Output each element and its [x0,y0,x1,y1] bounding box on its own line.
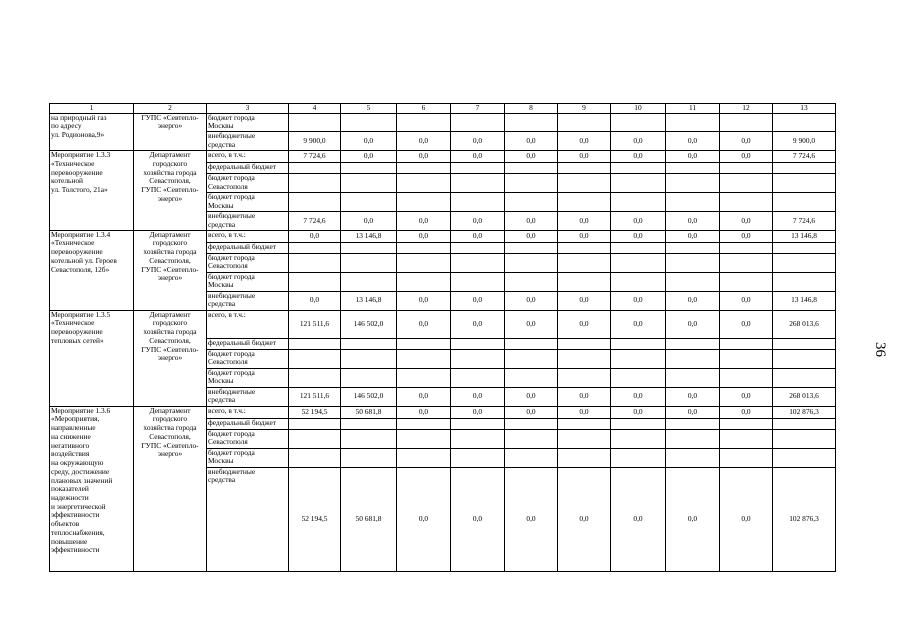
funding-source: бюджет города Севастополя [207,349,289,368]
value-cell: 268 013,6 [773,310,836,338]
value-cell: 0,0 [611,212,666,230]
value-cell [451,338,505,349]
header-cell: 5 [341,104,397,114]
value-cell [505,429,558,448]
value-cell: 268 013,6 [773,387,836,406]
value-cell [720,418,773,429]
header-cell: 13 [773,104,836,114]
value-cell [720,113,773,131]
value-cell [773,448,836,467]
value-cell: 7 724,6 [289,212,341,230]
value-cell: 0,0 [666,467,720,571]
value-cell: 0,0 [611,406,666,418]
value-cell [451,193,505,212]
header-cell: 10 [611,104,666,114]
value-cell: 0,0 [720,132,773,151]
value-cell [451,163,505,174]
value-cell [720,272,773,291]
funding-source: федеральный бюджет [207,418,289,429]
activity-name: Мероприятие 1.3.5 «Техническое перевооружение тепловых сетей» [50,310,134,406]
activity-name: Мероприятие 1.3.4 «Техническое перевооружение котельной ул. Героев Севастополя, 12б» [50,230,134,310]
value-cell [451,253,505,272]
funding-source: всего, в т.ч.: [207,406,289,418]
value-cell: 0,0 [451,406,505,418]
value-cell: 0,0 [611,230,666,242]
value-cell [611,242,666,253]
value-cell [720,448,773,467]
header-cell: 3 [207,104,289,114]
value-cell [558,193,611,212]
header-cell: 8 [505,104,558,114]
value-cell [611,418,666,429]
value-cell [397,338,451,349]
value-cell [666,174,720,193]
value-cell [611,429,666,448]
value-cell [341,193,397,212]
value-cell [611,253,666,272]
value-cell: 0,0 [720,230,773,242]
value-cell [505,193,558,212]
value-cell: 0,0 [558,230,611,242]
executor-name: Департамент городского хозяйства города Севастополя, ГУПС «Севтепло- энерго» [134,310,207,406]
value-cell [341,163,397,174]
value-cell: 0,0 [558,406,611,418]
value-cell: 0,0 [720,310,773,338]
value-cell: 102 876,3 [773,406,836,418]
value-cell [505,338,558,349]
value-cell [397,113,451,131]
value-cell [451,429,505,448]
value-cell [341,253,397,272]
value-cell [505,113,558,131]
value-cell: 7 724,6 [773,212,836,230]
value-cell: 7 724,6 [289,151,341,163]
funding-table [49,103,836,572]
value-cell [611,368,666,387]
value-cell: 0,0 [505,387,558,406]
value-cell: 52 194,5 [289,467,341,571]
executor-name: ГУПС «Севтепло- энерго» [134,113,207,150]
value-cell [558,418,611,429]
value-cell: 13 146,8 [341,291,397,310]
header-cell: 2 [134,104,207,114]
funding-source: федеральный бюджет [207,242,289,253]
value-cell: 0,0 [720,151,773,163]
value-cell [720,253,773,272]
value-cell [289,448,341,467]
header-cell: 4 [289,104,341,114]
value-cell [666,418,720,429]
executor-name: Департамент городского хозяйства города Севастополя, ГУПС «Севтепло- энерго» [134,406,207,571]
value-cell [289,418,341,429]
value-cell: 0,0 [558,387,611,406]
value-cell: 0,0 [558,132,611,151]
value-cell [289,338,341,349]
value-cell: 0,0 [451,212,505,230]
header-row [50,104,836,114]
value-cell: 0,0 [451,310,505,338]
value-cell: 121 511,6 [289,310,341,338]
value-cell [558,272,611,291]
value-cell [289,368,341,387]
value-cell [773,242,836,253]
value-cell: 0,0 [451,132,505,151]
value-cell [289,429,341,448]
value-cell [773,253,836,272]
value-cell [289,174,341,193]
value-cell [289,272,341,291]
header-cell: 12 [720,104,773,114]
header-cell: 11 [666,104,720,114]
value-cell [505,368,558,387]
value-cell [341,349,397,368]
value-cell: 0,0 [558,151,611,163]
value-cell [451,242,505,253]
value-cell [720,242,773,253]
value-cell: 0,0 [505,230,558,242]
value-cell [558,448,611,467]
value-cell [289,163,341,174]
value-cell: 0,0 [451,467,505,571]
value-cell: 0,0 [666,212,720,230]
page-number: 36 [872,342,888,357]
value-cell [397,429,451,448]
value-cell [451,349,505,368]
value-cell [666,272,720,291]
value-cell [666,368,720,387]
funding-source: всего, в т.ч.: [207,151,289,163]
value-cell: 0,0 [341,151,397,163]
header-cell: 1 [50,104,134,114]
value-cell [666,349,720,368]
funding-source: бюджет города Севастополя [207,429,289,448]
value-cell [773,429,836,448]
activity-name: Мероприятие 1.3.6 «Мероприятия, направленные на снижение негативного воздействия на окружающую среду, достижение плановых значений показателей надежности и энергетической эффективности объектов теплоснабжения, повышение эффективности [50,406,134,571]
value-cell [720,349,773,368]
value-cell: 0,0 [505,212,558,230]
value-cell [666,113,720,131]
value-cell [505,272,558,291]
value-cell: 0,0 [397,467,451,571]
value-cell [341,174,397,193]
value-cell [558,113,611,131]
value-cell [558,174,611,193]
value-cell: 0,0 [611,467,666,571]
value-cell: 0,0 [611,132,666,151]
table-row [50,151,836,163]
value-cell [558,429,611,448]
value-cell: 0,0 [720,406,773,418]
value-cell [773,418,836,429]
funding-source: бюджет города Севастополя [207,174,289,193]
value-cell: 146 502,0 [341,310,397,338]
value-cell [773,113,836,131]
funding-source: внебюджетные средства [207,387,289,406]
value-cell: 0,0 [397,212,451,230]
value-cell [773,368,836,387]
value-cell: 0,0 [397,387,451,406]
value-cell: 0,0 [505,310,558,338]
value-cell [505,418,558,429]
value-cell: 0,0 [451,230,505,242]
value-cell: 0,0 [720,291,773,310]
value-cell: 0,0 [558,212,611,230]
value-cell [451,174,505,193]
value-cell: 146 502,0 [341,387,397,406]
value-cell [666,242,720,253]
funding-source: всего, в т.ч.: [207,310,289,338]
value-cell [558,338,611,349]
value-cell: 0,0 [558,291,611,310]
value-cell: 0,0 [666,132,720,151]
value-cell [397,448,451,467]
value-cell [397,193,451,212]
value-cell: 0,0 [341,212,397,230]
value-cell: 102 876,3 [773,467,836,571]
value-cell: 50 681,8 [341,406,397,418]
value-cell: 0,0 [505,406,558,418]
value-cell [341,113,397,131]
funding-source: бюджет города Москвы [207,448,289,467]
value-cell [289,113,341,131]
value-cell [666,253,720,272]
value-cell: 0,0 [611,387,666,406]
value-cell [611,174,666,193]
value-cell [773,174,836,193]
value-cell [397,253,451,272]
value-cell [397,163,451,174]
value-cell: 121 511,6 [289,387,341,406]
executor-name: Департамент городского хозяйства города Севастополя, ГУПС «Севтепло- энерго» [134,151,207,230]
activity-name: Мероприятие 1.3.3 «Техническое перевооружение котельной ул. Толстого, 21а» [50,151,134,230]
value-cell [720,429,773,448]
value-cell: 13 146,8 [773,230,836,242]
value-cell [505,163,558,174]
funding-source: бюджет города Москвы [207,272,289,291]
value-cell: 50 681,8 [341,467,397,571]
value-cell: 0,0 [451,291,505,310]
value-cell [720,338,773,349]
value-cell: 0,0 [666,387,720,406]
funding-source: федеральный бюджет [207,338,289,349]
table-row [50,230,836,242]
value-cell [397,368,451,387]
value-cell [341,429,397,448]
funding-source: внебюджетные средства [207,467,289,571]
header-cell: 6 [397,104,451,114]
value-cell: 0,0 [505,291,558,310]
value-cell [611,113,666,131]
header-cell: 7 [451,104,505,114]
value-cell: 0,0 [505,151,558,163]
value-cell: 7 724,6 [773,151,836,163]
header-cell: 9 [558,104,611,114]
value-cell [289,349,341,368]
funding-source: бюджет города Севастополя [207,253,289,272]
value-cell [773,193,836,212]
funding-source: федеральный бюджет [207,163,289,174]
value-cell: 9 900,0 [289,132,341,151]
value-cell [558,349,611,368]
value-cell [558,242,611,253]
value-cell: 0,0 [397,132,451,151]
value-cell [611,272,666,291]
value-cell [451,448,505,467]
value-cell: 0,0 [289,291,341,310]
activity-name: на природный газ по адресу ул. Родионова,9» [50,113,134,150]
value-cell [720,368,773,387]
value-cell: 0,0 [720,212,773,230]
value-cell [720,174,773,193]
value-cell [451,272,505,291]
value-cell [451,418,505,429]
value-cell [505,242,558,253]
value-cell: 13 146,8 [773,291,836,310]
value-cell [505,253,558,272]
value-cell: 0,0 [505,467,558,571]
value-cell: 0,0 [720,467,773,571]
value-cell: 0,0 [611,151,666,163]
funding-source: внебюджетные средства [207,291,289,310]
value-cell [611,163,666,174]
value-cell: 0,0 [289,230,341,242]
value-cell: 0,0 [505,132,558,151]
value-cell: 0,0 [666,406,720,418]
value-cell [397,418,451,429]
value-cell: 0,0 [666,230,720,242]
value-cell: 0,0 [397,151,451,163]
value-cell [773,163,836,174]
value-cell: 13 146,8 [341,230,397,242]
value-cell [289,242,341,253]
value-cell [666,163,720,174]
value-cell: 52 194,5 [289,406,341,418]
funding-source: бюджет города Москвы [207,193,289,212]
value-cell [289,253,341,272]
table-row [50,406,836,418]
value-cell: 0,0 [720,387,773,406]
value-cell: 9 900,0 [773,132,836,151]
value-cell [397,272,451,291]
value-cell [773,272,836,291]
value-cell [666,193,720,212]
value-cell: 0,0 [397,310,451,338]
value-cell: 0,0 [611,291,666,310]
funding-source: внебюджетные средства [207,132,289,151]
value-cell: 0,0 [666,310,720,338]
value-cell [611,338,666,349]
value-cell [666,448,720,467]
value-cell: 0,0 [341,132,397,151]
table-row [50,113,836,131]
value-cell: 0,0 [451,387,505,406]
value-cell [611,193,666,212]
table-row [50,310,836,338]
value-cell [341,418,397,429]
value-cell: 0,0 [666,291,720,310]
value-cell [666,429,720,448]
funding-source: бюджет города Москвы [207,113,289,131]
value-cell: 0,0 [451,151,505,163]
value-cell [289,193,341,212]
value-cell [451,113,505,131]
value-cell: 0,0 [666,151,720,163]
funding-source: внебюджетные средства [207,212,289,230]
value-cell [720,193,773,212]
value-cell [611,349,666,368]
value-cell [341,448,397,467]
value-cell [666,338,720,349]
value-cell [341,272,397,291]
value-cell [397,174,451,193]
value-cell [773,338,836,349]
funding-source: бюджет города Москвы [207,368,289,387]
value-cell [341,368,397,387]
value-cell [341,338,397,349]
value-cell: 0,0 [397,406,451,418]
value-cell [397,242,451,253]
value-cell [558,253,611,272]
value-cell [505,349,558,368]
value-cell [558,368,611,387]
value-cell [451,368,505,387]
value-cell: 0,0 [397,230,451,242]
value-cell [558,163,611,174]
executor-name: Департамент городского хозяйства города Севастополя, ГУПС «Севтепло- энерго» [134,230,207,310]
value-cell: 0,0 [397,291,451,310]
value-cell: 0,0 [611,310,666,338]
value-cell [720,163,773,174]
value-cell [505,448,558,467]
funding-source: всего, в т.ч.: [207,230,289,242]
value-cell: 0,0 [558,310,611,338]
value-cell [773,349,836,368]
value-cell: 0,0 [558,467,611,571]
value-cell [341,242,397,253]
value-cell [397,349,451,368]
value-cell [505,174,558,193]
value-cell [611,448,666,467]
